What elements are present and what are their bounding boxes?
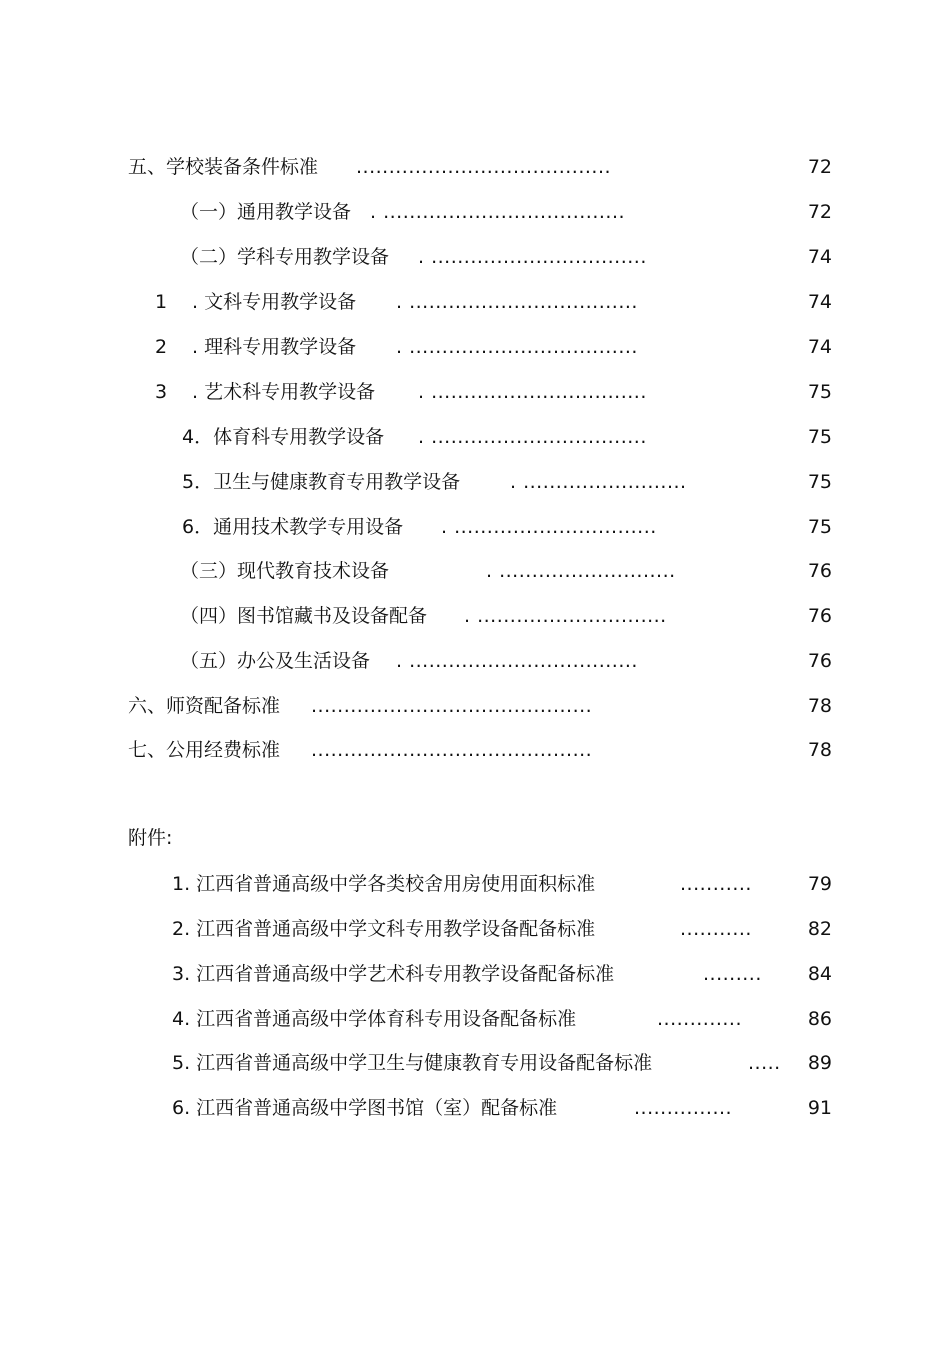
- toc-entry: [0, 242, 950, 272]
- toc-entry-title: （一）通用教学设备: [180, 201, 352, 223]
- toc-entry-number: 1: [155, 291, 168, 313]
- toc-entry: [0, 601, 950, 631]
- toc-entry-leader: . .................................: [418, 381, 647, 403]
- toc-entry-leader: . .................................: [418, 426, 647, 448]
- toc-entry: [0, 691, 950, 721]
- appendix-entry-title: 6. 江西省普通高级中学图书馆（室）配备标准: [172, 1097, 558, 1119]
- toc-entry: [0, 152, 950, 182]
- toc-entry-title: （五）办公及生活设备: [180, 650, 371, 672]
- appendix-entry-title: 5. 江西省普通高级中学卫生与健康教育专用设备配备标准: [172, 1052, 653, 1074]
- appendix-entry-leader: .....: [748, 1052, 781, 1074]
- appendix-entry-leader: ...............: [634, 1097, 733, 1119]
- appendix-entry: [0, 959, 950, 989]
- toc-entry-title: 五、学校装备条件标准: [128, 156, 319, 178]
- toc-entry-leader: . .....................................: [370, 201, 626, 223]
- appendix-entry-page: 91: [807, 1097, 832, 1119]
- toc-entry-page: 74: [807, 246, 832, 268]
- toc-entry-page: 72: [807, 201, 832, 223]
- toc-entry-title: . 文科专用教学设备: [192, 291, 357, 313]
- appendix-entry-leader: ...........: [680, 918, 752, 940]
- toc-entry-page: 76: [807, 560, 832, 582]
- toc-entry-page: 75: [807, 516, 832, 538]
- toc-entry-title: （三）现代教育技术设备: [180, 560, 390, 582]
- toc-entry-leader: . ...................................: [396, 291, 638, 313]
- toc-entry: [0, 422, 950, 452]
- toc-entry-title: 5．卫生与健康教育专用教学设备: [182, 471, 461, 493]
- appendix-entry-page: 89: [807, 1052, 832, 1074]
- toc-entry-page: 74: [807, 291, 832, 313]
- toc-entry-title: （二）学科专用教学设备: [180, 246, 390, 268]
- toc-entry: [0, 332, 950, 362]
- toc-entry-title: （四）图书馆藏书及设备配备: [180, 605, 428, 627]
- toc-entry-page: 72: [807, 156, 832, 178]
- appendix-entry-leader: .............: [657, 1008, 743, 1030]
- toc-entry-leader: .......................................: [356, 156, 612, 178]
- toc-entry-leader: . ...............................: [441, 516, 657, 538]
- toc-entry-page: 78: [807, 739, 832, 761]
- appendix-entry-title: 1. 江西省普通高级中学各类校舍用房使用面积标准: [172, 873, 596, 895]
- toc-entry-leader: . .........................: [510, 471, 687, 493]
- toc-entry-number: 2: [155, 336, 168, 358]
- toc-entry-page: 75: [807, 471, 832, 493]
- toc-entry-page: 75: [807, 381, 832, 403]
- appendix-entry-title: 2. 江西省普通高级中学文科专用教学设备配备标准: [172, 918, 596, 940]
- toc-entry-page: 76: [807, 605, 832, 627]
- toc-entry-title: 6．通用技术教学专用设备: [182, 516, 404, 538]
- toc-entry-leader: . .................................: [418, 246, 647, 268]
- toc-entry-leader: . .............................: [464, 605, 667, 627]
- toc-entry-title: 4．体育科专用教学设备: [182, 426, 385, 448]
- toc-entry: [0, 646, 950, 676]
- appendix-entry: [0, 914, 950, 944]
- appendix-entry-title: 4. 江西省普通高级中学体育科专用设备配备标准: [172, 1008, 577, 1030]
- toc-entry: [0, 512, 950, 542]
- toc-entry-page: 76: [807, 650, 832, 672]
- toc-entry: [0, 377, 950, 407]
- toc-entry: [0, 287, 950, 317]
- toc-entry-title: 六、师资配备标准: [128, 695, 281, 717]
- appendix-entry-page: 79: [807, 873, 832, 895]
- appendix-entry-page: 84: [807, 963, 832, 985]
- appendix-entry-title: 3. 江西省普通高级中学艺术科专用教学设备配备标准: [172, 963, 615, 985]
- toc-entry-title: . 理科专用教学设备: [192, 336, 357, 358]
- toc-entry-leader: ...........................................: [311, 739, 593, 761]
- appendix-entry: [0, 1004, 950, 1034]
- appendix-entry-page: 86: [807, 1008, 832, 1030]
- appendix-entry-leader: ...........: [680, 873, 752, 895]
- toc-entry: [0, 735, 950, 765]
- toc-entry-page: 74: [807, 336, 832, 358]
- appendix-entry-page: 82: [807, 918, 832, 940]
- toc-entry-leader: ...........................................: [311, 695, 593, 717]
- appendix-entry-leader: .........: [703, 963, 762, 985]
- appendix-entry: [0, 1048, 950, 1078]
- appendix-heading: 附件:: [128, 827, 173, 849]
- toc-entry-page: 78: [807, 695, 832, 717]
- appendix-entry: [0, 1093, 950, 1123]
- toc-entry-leader: . ...................................: [396, 336, 638, 358]
- toc-entry: [0, 197, 950, 227]
- toc-entry-title: 七、公用经费标准: [128, 739, 281, 761]
- toc-entry-leader: . ...................................: [396, 650, 638, 672]
- toc-entry-page: 75: [807, 426, 832, 448]
- appendix-entry: [0, 869, 950, 899]
- toc-entry: [0, 556, 950, 586]
- toc-entry-number: 3: [155, 381, 168, 403]
- toc-entry-title: . 艺术科专用教学设备: [192, 381, 376, 403]
- toc-entry-leader: . ...........................: [486, 560, 676, 582]
- toc-entry: [0, 467, 950, 497]
